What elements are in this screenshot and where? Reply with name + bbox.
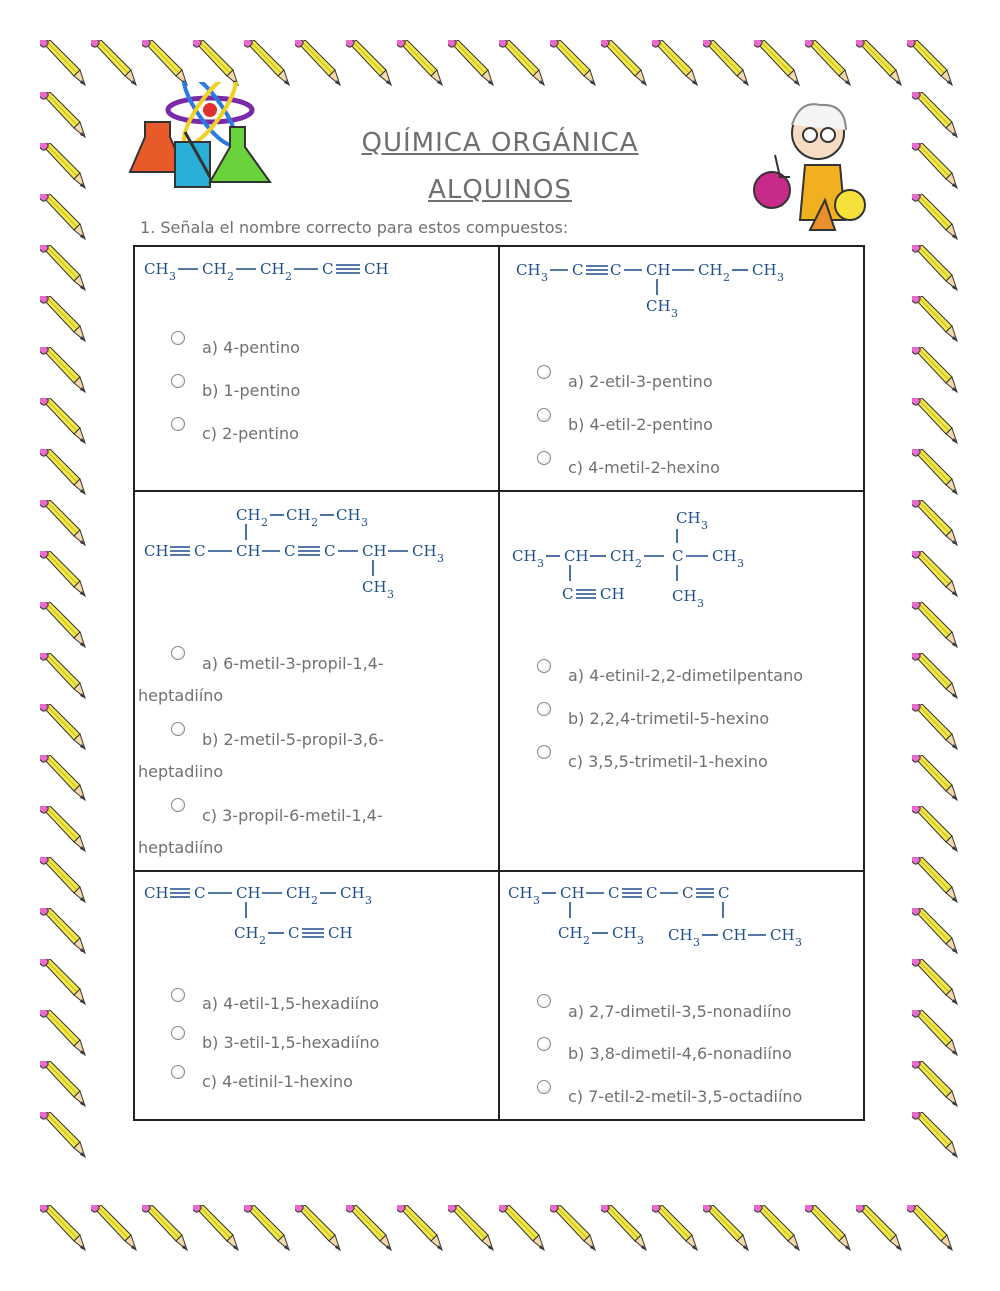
svg-text:3: 3 (701, 519, 708, 532)
svg-text:CH: CH (236, 542, 261, 560)
pencil-icon (40, 500, 86, 546)
svg-text:2: 2 (723, 271, 730, 284)
svg-text:CH: CH (362, 578, 387, 596)
pencil-icon (448, 40, 494, 86)
pencil-icon (754, 1205, 800, 1251)
svg-text:CH: CH (144, 884, 169, 902)
scientist-clipart (750, 95, 870, 235)
svg-text:3: 3 (537, 557, 544, 570)
svg-text:C: C (194, 542, 206, 560)
pencil-icon (295, 40, 341, 86)
q1-option-b-radio[interactable] (171, 374, 185, 388)
svg-text:C: C (322, 260, 334, 278)
grid-divider-row-2 (133, 870, 865, 872)
svg-text:CH: CH (362, 542, 387, 560)
pencil-icon (907, 40, 953, 86)
svg-text:3: 3 (737, 557, 744, 570)
svg-text:2: 2 (285, 270, 292, 283)
svg-text:C: C (288, 924, 300, 942)
svg-text:CH: CH (698, 261, 723, 279)
q2-option-b-label: b) 4-etil-2-pentino (568, 415, 713, 434)
structural-formula-6 (504, 878, 824, 958)
pencil-icon (652, 1205, 698, 1251)
pencil-icon (40, 296, 86, 342)
svg-text:2: 2 (227, 270, 234, 283)
pencil-icon (550, 40, 596, 86)
pencil-icon (601, 40, 647, 86)
svg-text:CH: CH (676, 509, 701, 527)
pencil-icon (912, 857, 958, 903)
pencil-icon (912, 704, 958, 750)
pencil-icon (912, 755, 958, 801)
pencil-icon (40, 551, 86, 597)
svg-text:CH: CH (770, 926, 795, 944)
structural-formula-2 (512, 255, 812, 330)
svg-text:3: 3 (533, 894, 540, 907)
q5-option-c-label: c) 4-etinil-1-hexino (202, 1072, 353, 1091)
svg-text:CH: CH (286, 884, 311, 902)
pencil-icon (244, 1205, 290, 1251)
pencil-icon (40, 1061, 86, 1107)
pencil-icon (142, 40, 188, 86)
svg-text:CH: CH (328, 924, 353, 942)
q1-option-c-label: c) 2-pentino (202, 424, 299, 443)
pencil-icon (346, 40, 392, 86)
pencil-icon (346, 1205, 392, 1251)
q1-option-a-radio[interactable] (171, 331, 185, 345)
pencil-icon (912, 296, 958, 342)
pencil-icon (912, 806, 958, 852)
svg-text:CH: CH (260, 260, 285, 278)
svg-text:CH: CH (712, 547, 737, 565)
pencil-icon (448, 1205, 494, 1251)
structural-formula-5 (140, 878, 420, 953)
svg-text:CH: CH (722, 926, 747, 944)
pencil-icon (499, 1205, 545, 1251)
q2-option-c-radio[interactable] (537, 451, 551, 465)
svg-text:C: C (194, 884, 206, 902)
pencil-icon (91, 1205, 137, 1251)
pencil-icon (805, 40, 851, 86)
q1-option-b-label: b) 1-pentino (202, 381, 301, 400)
svg-text:C: C (672, 547, 684, 565)
svg-text:2: 2 (261, 516, 268, 529)
q3-option-a-label-cont: heptadiíno (138, 686, 224, 705)
svg-text:CH: CH (286, 506, 311, 524)
q3-option-a-label: a) 6-metil-3-propil-1,4- (202, 654, 384, 673)
pencil-icon (40, 857, 86, 903)
svg-text:CH: CH (600, 585, 625, 603)
pencil-icon (912, 245, 958, 291)
svg-text:CH: CH (336, 506, 361, 524)
svg-text:3: 3 (437, 552, 444, 565)
svg-text:CH: CH (672, 587, 697, 605)
structural-formula-1 (140, 252, 420, 292)
svg-text:CH: CH (646, 261, 671, 279)
pencil-icon (754, 40, 800, 86)
svg-text:3: 3 (387, 588, 394, 601)
svg-text:2: 2 (259, 934, 266, 947)
pencil-icon (40, 1205, 86, 1251)
pencil-icon (912, 551, 958, 597)
pencil-icon (652, 40, 698, 86)
q1-option-a-label: a) 4-pentino (202, 338, 300, 357)
pencil-icon (397, 1205, 443, 1251)
pencil-icon (856, 1205, 902, 1251)
q6-option-a-radio[interactable] (537, 994, 551, 1008)
svg-text:CH: CH (564, 547, 589, 565)
svg-text:CH: CH (612, 924, 637, 942)
q5-option-c-radio[interactable] (171, 1065, 185, 1079)
q5-option-a-radio[interactable] (171, 988, 185, 1002)
svg-text:C: C (284, 542, 296, 560)
instruction-text: 1. Señala el nombre correcto para estos compuestos: (140, 218, 569, 237)
svg-text:CH: CH (144, 542, 169, 560)
page-subtitle: ALQUINOS (428, 175, 572, 205)
svg-text:2: 2 (311, 894, 318, 907)
q3-option-b-radio[interactable] (171, 722, 185, 736)
svg-text:CH: CH (236, 884, 261, 902)
svg-text:CH: CH (560, 884, 585, 902)
pencil-icon (40, 40, 86, 86)
pencil-icon (40, 1112, 86, 1158)
pencil-icon (40, 347, 86, 393)
pencil-icon (703, 40, 749, 86)
svg-text:CH: CH (610, 547, 635, 565)
q1-option-c-radio[interactable] (171, 417, 185, 431)
pencil-icon (912, 602, 958, 648)
pencil-icon (499, 40, 545, 86)
pencil-icon (40, 653, 86, 699)
q2-option-a-radio[interactable] (537, 365, 551, 379)
svg-text:3: 3 (697, 597, 704, 610)
q4-option-b-label: b) 2,2,4-trimetil-5-hexino (568, 709, 770, 728)
svg-text:CH: CH (236, 506, 261, 524)
svg-text:CH: CH (668, 926, 693, 944)
svg-text:2: 2 (583, 934, 590, 947)
svg-text:3: 3 (169, 270, 176, 283)
pencil-icon (912, 1061, 958, 1107)
svg-text:3: 3 (777, 271, 784, 284)
svg-text:C: C (562, 585, 574, 603)
pencil-icon (912, 347, 958, 393)
svg-text:CH: CH (516, 261, 541, 279)
q5-option-a-label: a) 4-etil-1,5-hexadiíno (202, 994, 380, 1013)
pencil-icon (40, 755, 86, 801)
svg-text:3: 3 (637, 934, 644, 947)
q5-option-b-radio[interactable] (171, 1026, 185, 1040)
pencil-icon (40, 908, 86, 954)
svg-text:CH: CH (646, 297, 671, 315)
pencil-icon (40, 449, 86, 495)
pencil-icon (907, 1205, 953, 1251)
svg-text:3: 3 (795, 936, 802, 949)
pencil-icon (912, 449, 958, 495)
svg-text:C: C (682, 884, 694, 902)
svg-text:CH: CH (558, 924, 583, 942)
pencil-icon (397, 40, 443, 86)
pencil-icon (193, 40, 239, 86)
pencil-icon (912, 653, 958, 699)
pencil-icon (142, 1205, 188, 1251)
svg-text:3: 3 (541, 271, 548, 284)
q6-option-a-label: a) 2,7-dimetil-3,5-nonadiíno (568, 1002, 792, 1021)
svg-text:CH: CH (508, 884, 533, 902)
q6-option-c-radio[interactable] (537, 1080, 551, 1094)
q2-option-a-label: a) 2-etil-3-pentino (568, 372, 713, 391)
structural-formula-4 (508, 505, 808, 615)
pencil-icon (912, 398, 958, 444)
pencil-icon (601, 1205, 647, 1251)
pencil-icon (244, 40, 290, 86)
pencil-icon (912, 500, 958, 546)
svg-text:C: C (572, 261, 584, 279)
pencil-icon (193, 1205, 239, 1251)
q4-option-a-radio[interactable] (537, 659, 551, 673)
q4-option-c-label: c) 3,5,5-trimetil-1-hexino (568, 752, 768, 771)
svg-text:CH: CH (234, 924, 259, 942)
pencil-icon (912, 1112, 958, 1158)
svg-text:3: 3 (693, 936, 700, 949)
svg-text:2: 2 (311, 516, 318, 529)
pencil-icon (550, 1205, 596, 1251)
q4-option-c-radio[interactable] (537, 745, 551, 759)
grid-divider-vertical (498, 245, 500, 1121)
pencil-icon (40, 704, 86, 750)
svg-text:CH: CH (144, 260, 169, 278)
svg-text:3: 3 (671, 307, 678, 320)
q3-option-b-label: b) 2-metil-5-propil-3,6- (202, 730, 384, 749)
pencil-icon (912, 959, 958, 1005)
pencil-icon (295, 1205, 341, 1251)
pencil-icon (703, 1205, 749, 1251)
structural-formula-3 (140, 500, 460, 610)
pencil-icon (805, 1205, 851, 1251)
q2-option-b-radio[interactable] (537, 408, 551, 422)
svg-text:C: C (718, 884, 730, 902)
page-title: QUÍMICA ORGÁNICA (361, 128, 639, 158)
pencil-icon (856, 40, 902, 86)
pencil-icon (912, 908, 958, 954)
svg-text:CH: CH (512, 547, 537, 565)
pencil-icon (40, 602, 86, 648)
q3-option-c-label-cont: heptadiíno (138, 838, 224, 857)
grid-divider-row-1 (133, 490, 865, 492)
pencil-icon (40, 1010, 86, 1056)
svg-text:3: 3 (361, 516, 368, 529)
svg-text:2: 2 (635, 557, 642, 570)
q5-option-b-label: b) 3-etil-1,5-hexadiíno (202, 1033, 380, 1052)
svg-text:C: C (324, 542, 336, 560)
pencil-icon (912, 1010, 958, 1056)
svg-text:CH: CH (412, 542, 437, 560)
q4-option-b-radio[interactable] (537, 702, 551, 716)
pencil-icon (40, 806, 86, 852)
svg-text:CH: CH (202, 260, 227, 278)
q3-option-c-radio[interactable] (171, 798, 185, 812)
pencil-icon (40, 398, 86, 444)
pencil-icon (40, 245, 86, 291)
svg-text:C: C (608, 884, 620, 902)
q3-option-c-label: c) 3-propil-6-metil-1,4- (202, 806, 383, 825)
q4-option-a-label: a) 4-etinil-2,2-dimetilpentano (568, 666, 804, 685)
svg-text:C: C (610, 261, 622, 279)
q3-option-a-radio[interactable] (171, 646, 185, 660)
svg-text:3: 3 (365, 894, 372, 907)
pencil-icon (40, 959, 86, 1005)
q3-option-b-label-cont: heptadiino (138, 762, 224, 781)
svg-text:C: C (646, 884, 658, 902)
q2-option-c-label: c) 4-metil-2-hexino (568, 458, 720, 477)
svg-text:CH: CH (364, 260, 389, 278)
svg-text:CH: CH (752, 261, 777, 279)
svg-text:CH: CH (340, 884, 365, 902)
pencil-icon (91, 40, 137, 86)
q6-option-b-radio[interactable] (537, 1037, 551, 1051)
q6-option-b-label: b) 3,8-dimetil-4,6-nonadiíno (568, 1044, 792, 1063)
q6-option-c-label: c) 7-etil-2-metil-3,5-octadiíno (568, 1087, 803, 1106)
